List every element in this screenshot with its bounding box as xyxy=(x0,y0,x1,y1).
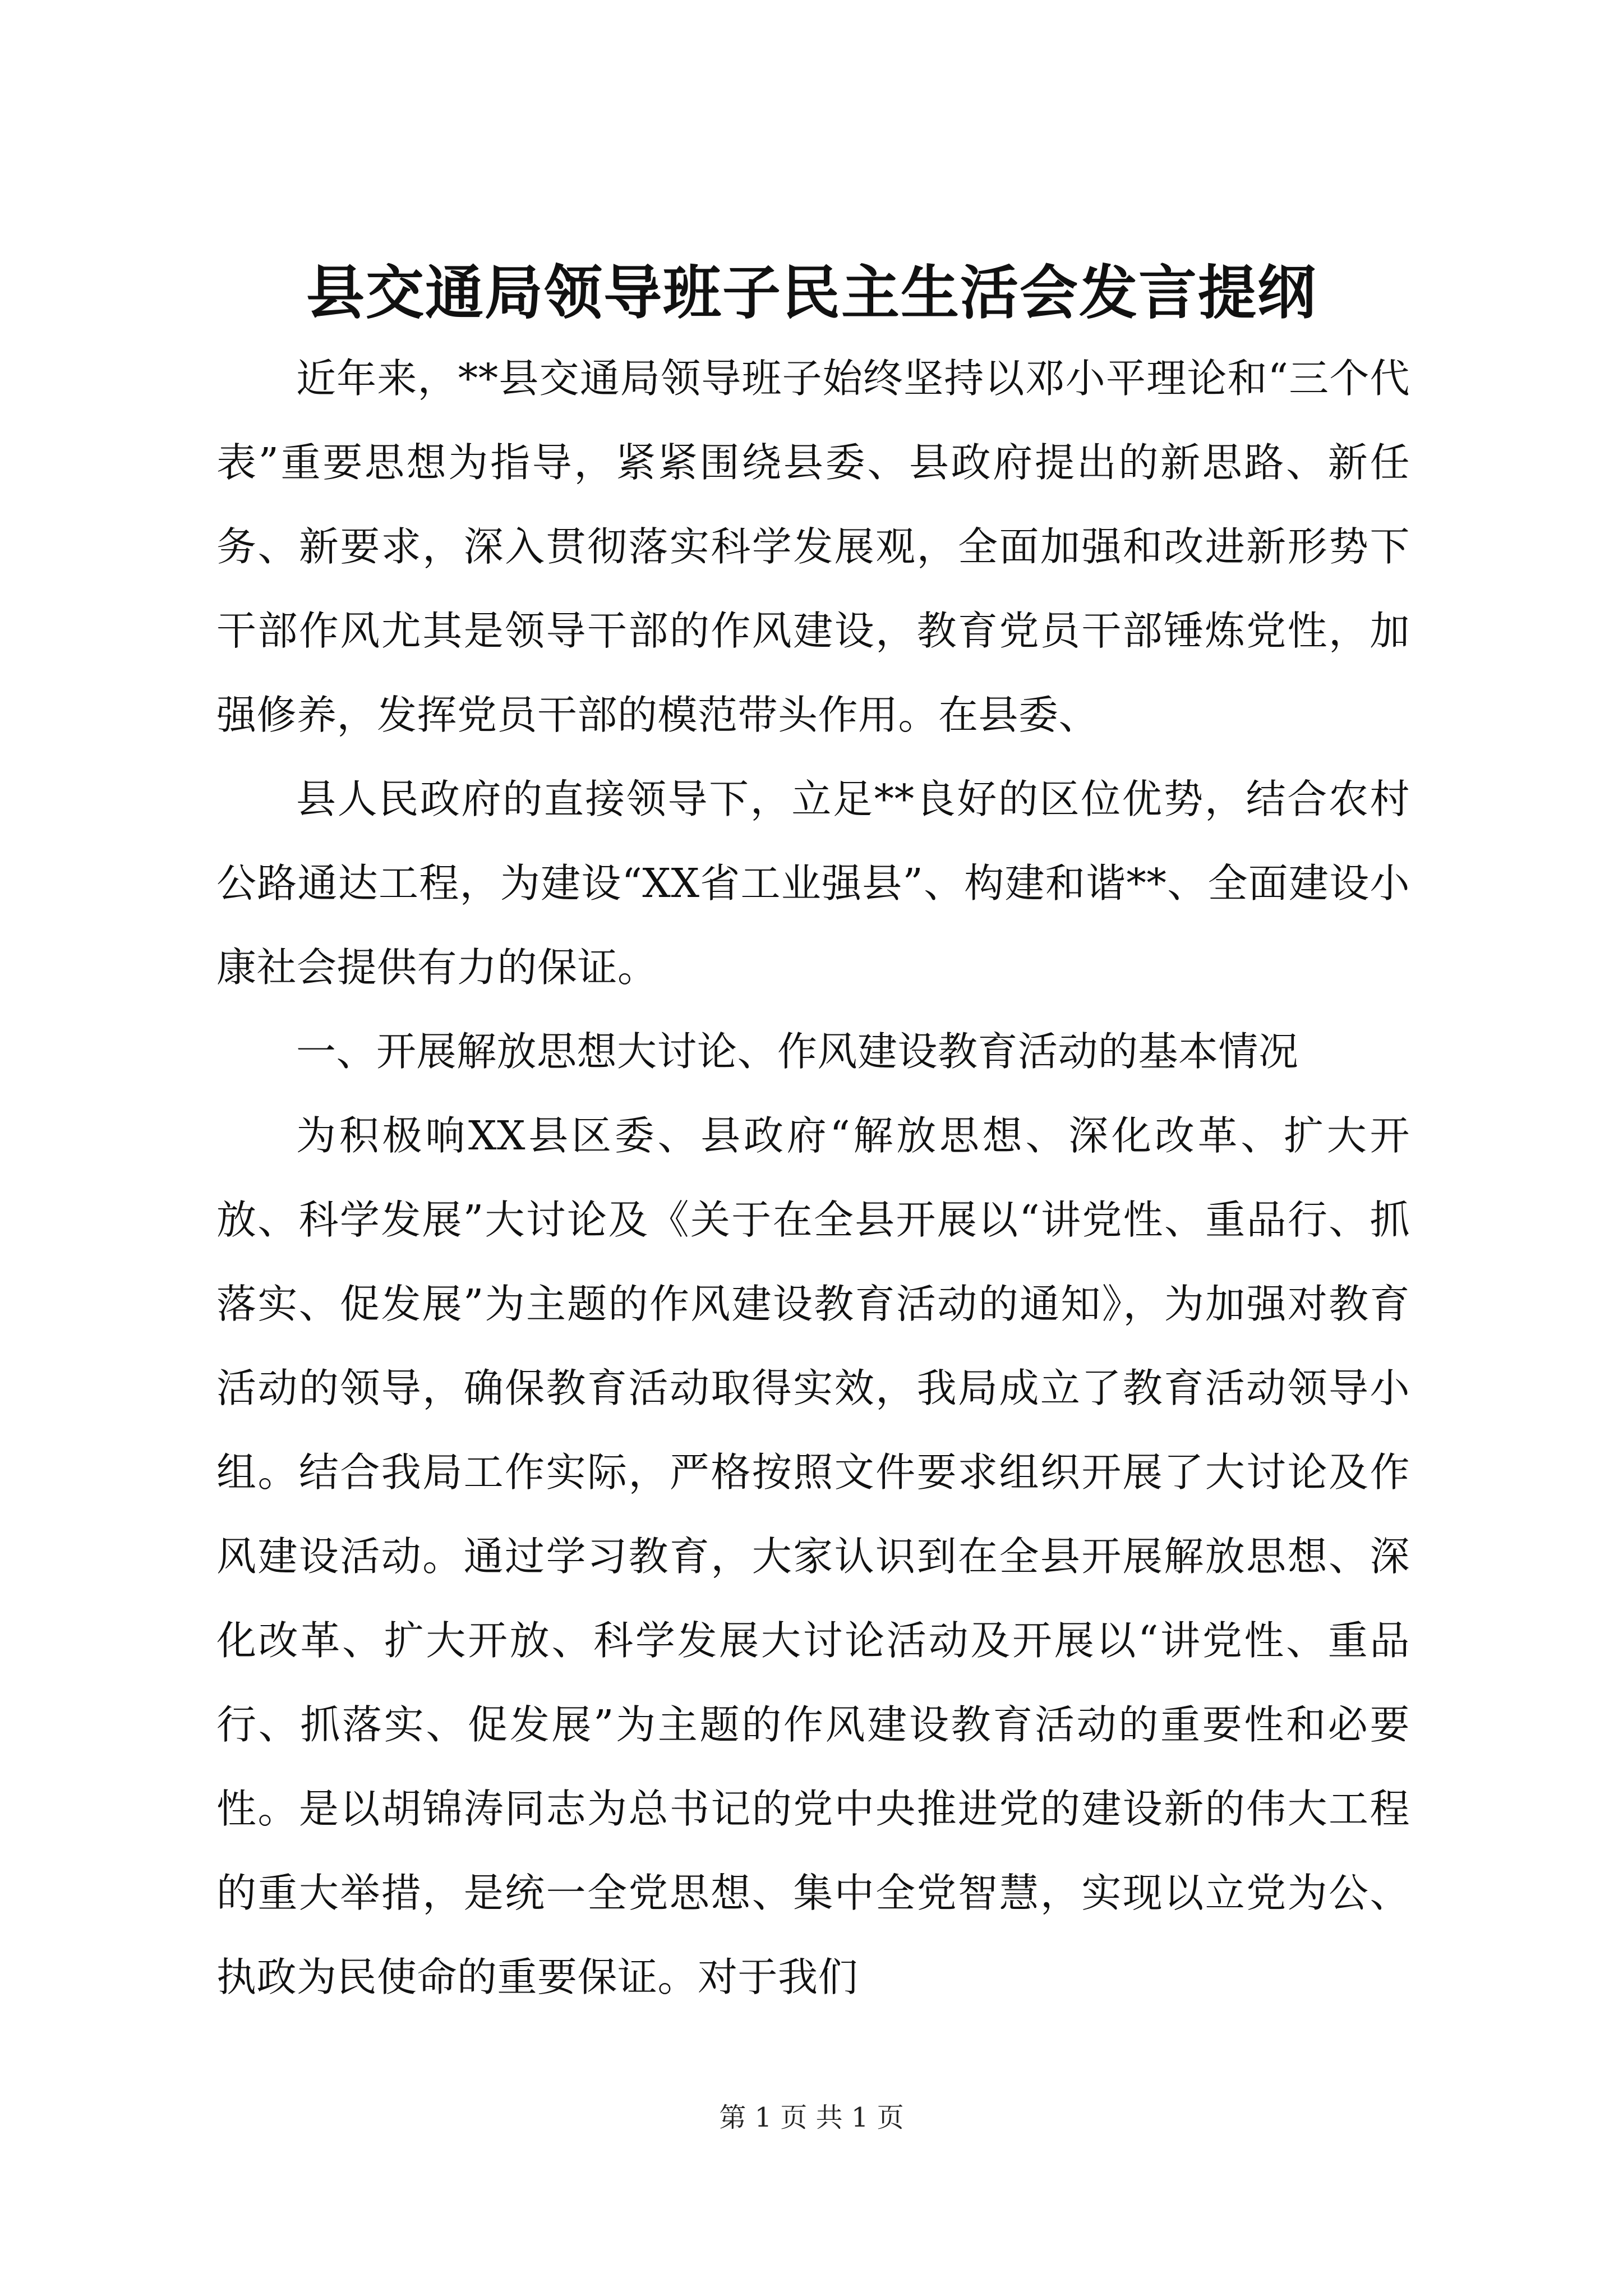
body-paragraph: 近年来，**县交通局领导班子始终坚持以邓小平理论和“三个代表”重要思想为指导，紧紧围绕县委、县政府提出的新思路、新任务、新要求，深入贯彻落实科学发展观，全面加强和改进新形势下干部作风尤其是领导干部的作风建设，教育党员干部锤炼党性，加强修养，发挥党员干部的模范带头作用。在县委、 xyxy=(216,355,1410,738)
body-paragraph: 为积极响XX县区委、县政府“解放思想、深化改革、扩大开放、科学发展”大讨论及《关于在全县开展以“讲党性、重品行、抓落实、促发展”为主题的作风建设教育活动的通知》，为加强对教育活动的领导，确保教育活动取得实效，我局成立了教育活动领导小组。结合我局工作实际，严格按照文件要求组织开展了大讨论及作风建设活动。通过学习教育，大家认识到在全县开展解放思想、深化改革、扩大开放、科学发展大讨论活动及开展以“讲党性、重品行、抓落实、促发展”为主题的作风建设教育活动的重要性和必要性。是以胡锦涛同志为总书记的党中央推进党的建设新的伟大工程的重大举措，是统一全党思想、集中全党智慧，实现以立党为公、执政为民使命的重要保证。对于我们 xyxy=(216,1112,1410,2000)
document-title: 县交通局领导班子民主生活会发言提纲 xyxy=(306,258,1317,327)
section-heading: 一、开展解放思想大讨论、作风建设教育活动的基本情况 xyxy=(296,1028,1299,1075)
document-body xyxy=(216,337,1410,2019)
page-footer: 第 1 页 共 1 页 xyxy=(719,2102,904,2133)
body-paragraph: 县人民政府的直接领导下，立足**良好的区位优势，结合农村公路通达工程，为建设“XX省工业强县”、构建和谐**、全面建设小康社会提供有力的保证。 xyxy=(216,776,1410,991)
